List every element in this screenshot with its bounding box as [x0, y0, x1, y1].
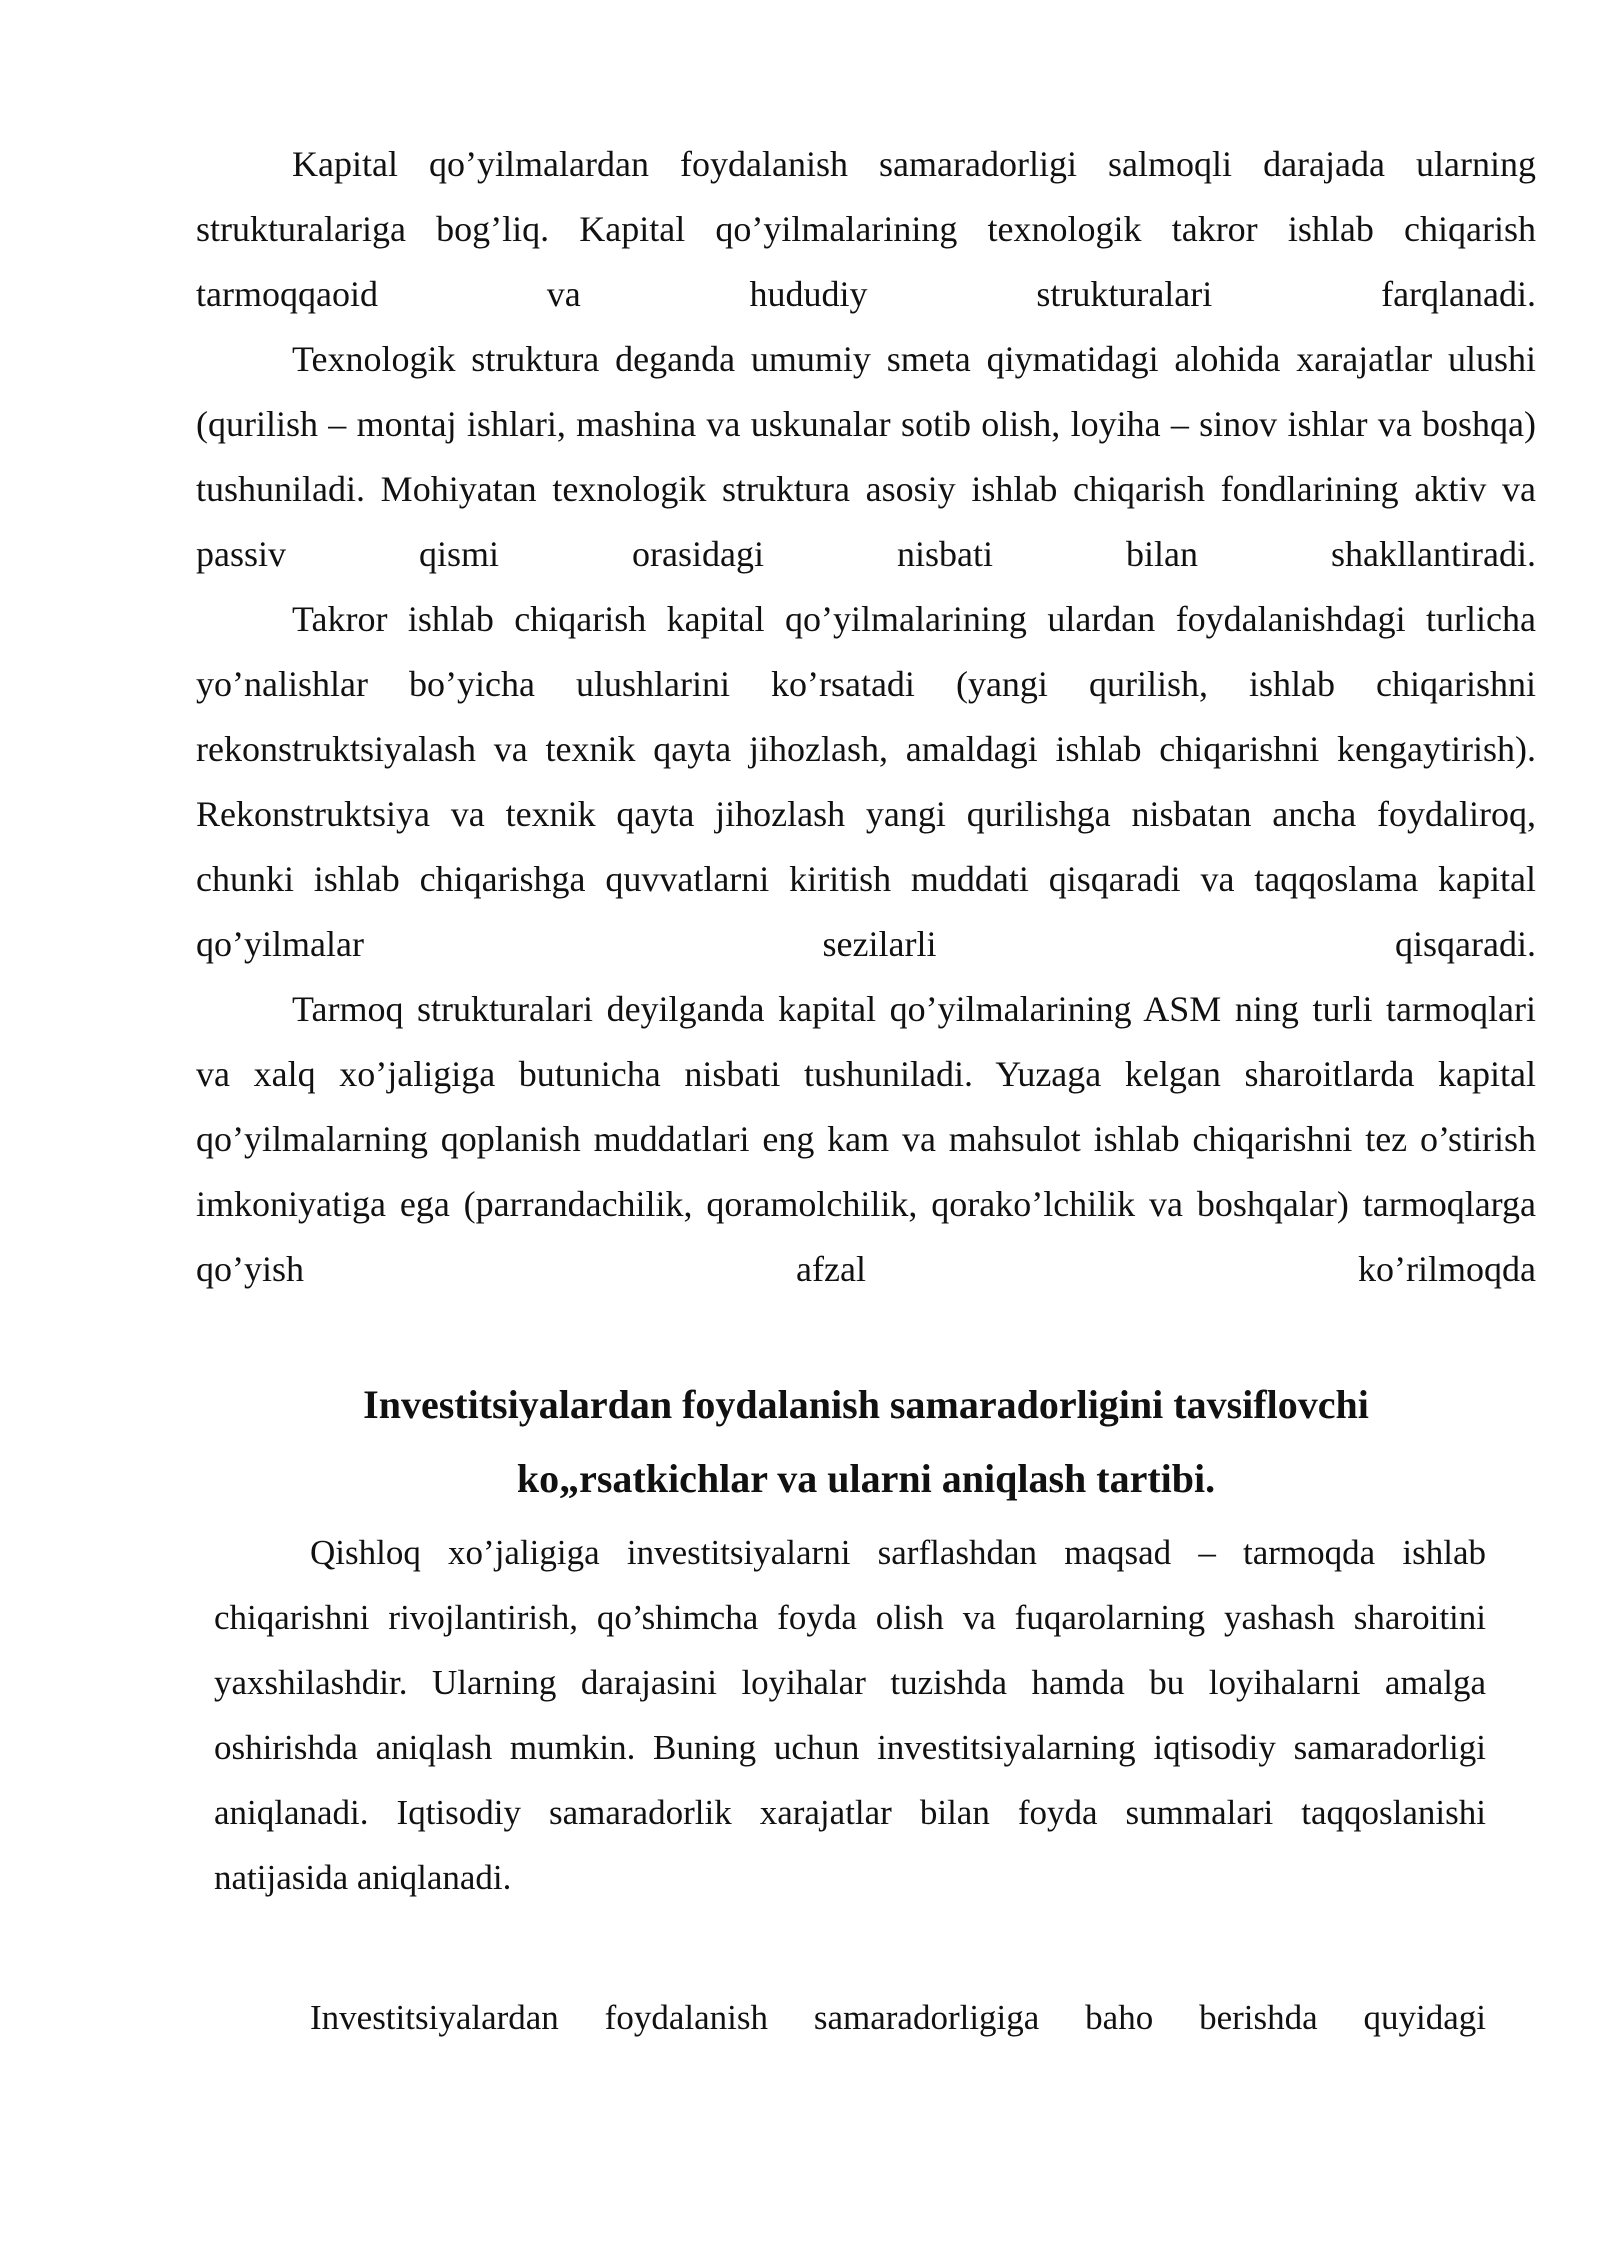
paragraph: Qishloq xo’jaligiga investitsiyalarni sarflashdan maqsad – tarmoqda ishlab chiqarishni rivojlantirish, qo’shimcha foyda olish va fuqarolarning yashash sharoitini yaxshilashdir. Ularning darajasini loyihalar tuzishda hamda bu loyihalarni amalga oshirishda aniqlash mumkin. Buning uchun investitsiyalarning iqtisodiy samaradorligi aniqlanadi. Iqtisodiy samaradorlik xarajatlar bilan foyda summalari taqqoslanishi natijasida aniqlanadi.	[214, 1533, 1486, 1897]
section-heading-line: Investitsiyalardan foydalanish samaradorligini tavsiflovchi	[363, 1382, 1369, 1427]
paragraph: Kapital qo’yilmalardan foydalanish samaradorligi salmoqli darajada ularning strukturalariga bog’liq. Kapital qo’yilmalarining texnologik takror ishlab chiqarish tarmoqqaoid va hududiy strukturalari farqlanadi.	[196, 144, 1536, 314]
text-block-tail	[214, 1985, 1486, 2050]
text-block-top	[196, 132, 1536, 1302]
text-block-bottom	[214, 1520, 1486, 1910]
paragraph: Texnologik struktura deganda umumiy smeta qiymatidagi alohida xarajatlar ulushi (qurilish – montaj ishlari, mashina va uskunalar sotib olish, loyiha – sinov ishlar va boshqa) tushuniladi. Mohiyatan texnologik struktura asosiy ishlab chiqarish fondlarining aktiv va passiv qismi orasidagi nisbati bilan shakllantiradi.	[196, 339, 1536, 574]
section-heading	[196, 1368, 1536, 1516]
section-heading-line: ko„rsatkichlar va ularni aniqlash tartibi.	[516, 1456, 1216, 1501]
paragraph: Investitsiyalardan foydalanish samaradorligiga baho berishda quyidagi	[310, 1998, 1486, 2037]
paragraph: Tarmoq strukturalari deyilganda kapital qo’yilmalarining ASM ning turli tarmoqlari va xalq xo’jaligiga butunicha nisbati tushuniladi. Yuzaga kelgan sharoitlarda kapital qo’yilmalarning qoplanish muddatlari eng kam va mahsulot ishlab chiqarishni tez o’stirish imkoniyatiga ega (parrandachilik, qoramolchilik, qorako’lchilik va boshqalar) tarmoqlarga qo’yish afzal ko’rilmoqda	[196, 989, 1536, 1289]
paragraph: Takror ishlab chiqarish kapital qo’yilmalarining ulardan foydalanishdagi turlicha yo’nalishlar bo’yicha ulushlarini ko’rsatadi (yangi qurilish, ishlab chiqarishni rekonstruktsiyalash va texnik qayta jihozlash, amaldagi ishlab chiqarishni kengaytirish). Rekonstruktsiya va texnik qayta jihozlash yangi qurilishga nisbatan ancha foydaliroq, chunki ishlab chiqarishga quvvatlarni kiritish muddati qisqaradi va taqqoslama kapital qo’yilmalar sezilarli qisqaradi.	[196, 599, 1536, 964]
